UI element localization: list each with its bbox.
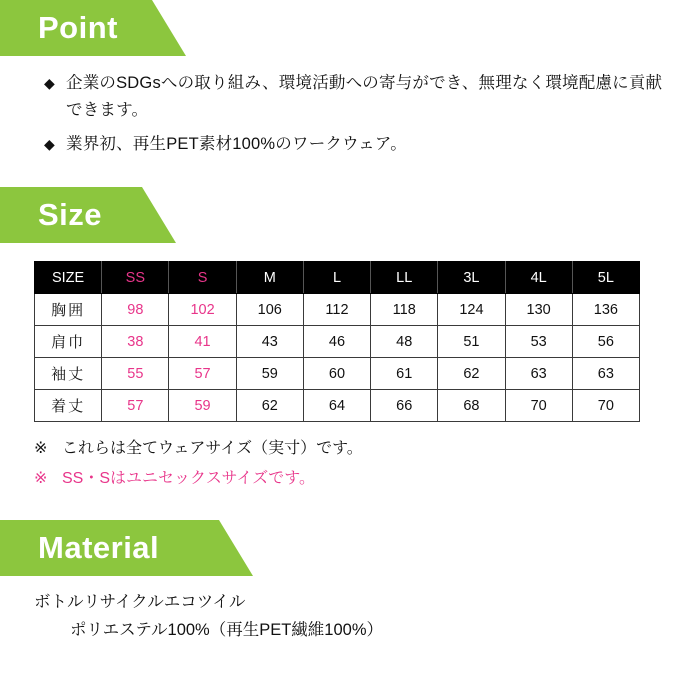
table-header-cell: LL bbox=[371, 262, 438, 294]
table-cell: 70 bbox=[572, 390, 639, 422]
point-section-header bbox=[0, 0, 700, 56]
note-text: SS・Sはユニセックスサイズです。 bbox=[62, 470, 315, 487]
row-label: 胸囲 bbox=[35, 294, 102, 326]
table-header-cell: M bbox=[236, 262, 303, 294]
row-label: 袖丈 bbox=[35, 358, 102, 390]
table-row bbox=[35, 294, 640, 326]
table-header-cell: SS bbox=[102, 262, 169, 294]
table-cell: 68 bbox=[438, 390, 505, 422]
point-bullet-list bbox=[0, 70, 700, 158]
diamond-bullet-icon: ◆ bbox=[44, 75, 55, 91]
table-header-cell: 4L bbox=[505, 262, 572, 294]
table-cell: 62 bbox=[438, 358, 505, 390]
table-cell: 64 bbox=[303, 390, 370, 422]
material-section-title: Material bbox=[38, 530, 160, 565]
size-section-title: Size bbox=[38, 197, 103, 232]
material-body bbox=[0, 576, 700, 644]
table-cell: 41 bbox=[169, 326, 236, 358]
list-item bbox=[34, 464, 670, 494]
table-cell: 56 bbox=[572, 326, 639, 358]
list-item bbox=[34, 434, 670, 464]
size-section-header bbox=[0, 187, 700, 243]
table-cell: 43 bbox=[236, 326, 303, 358]
table-header-cell: L bbox=[303, 262, 370, 294]
table-cell: 66 bbox=[371, 390, 438, 422]
table-cell: 60 bbox=[303, 358, 370, 390]
point-section-title: Point bbox=[38, 10, 118, 45]
material-composition: ポリエステル100%（再生PET繊維100%） bbox=[70, 621, 384, 639]
table-cell: 63 bbox=[572, 358, 639, 390]
row-label: 肩巾 bbox=[35, 326, 102, 358]
diamond-bullet-icon: ◆ bbox=[44, 136, 55, 152]
row-label: 着丈 bbox=[35, 390, 102, 422]
point-bullet-text: 企業のSDGsへの取り組み、環境活動への寄与ができ、無理なく環境配慮に貢献できます。 bbox=[66, 74, 663, 119]
material-section-header bbox=[0, 520, 700, 576]
table-cell: 106 bbox=[236, 294, 303, 326]
table-cell: 59 bbox=[169, 390, 236, 422]
table-header-cell: SIZE bbox=[35, 262, 102, 294]
table-cell: 124 bbox=[438, 294, 505, 326]
table-cell: 51 bbox=[438, 326, 505, 358]
table-header-cell: 3L bbox=[438, 262, 505, 294]
note-mark-icon: ※ bbox=[34, 470, 48, 487]
table-cell: 98 bbox=[102, 294, 169, 326]
table-row bbox=[35, 390, 640, 422]
table-cell: 118 bbox=[371, 294, 438, 326]
table-cell: 63 bbox=[505, 358, 572, 390]
table-cell: 59 bbox=[236, 358, 303, 390]
size-table-container bbox=[0, 243, 700, 422]
note-mark-icon: ※ bbox=[34, 440, 48, 457]
table-cell: 136 bbox=[572, 294, 639, 326]
table-cell: 46 bbox=[303, 326, 370, 358]
table-row bbox=[35, 326, 640, 358]
note-text: これらは全てウェアサイズ（実寸）です。 bbox=[62, 440, 363, 457]
material-name: ボトルリサイクルエコツイル bbox=[34, 593, 246, 611]
table-header-row bbox=[35, 262, 640, 294]
list-item bbox=[44, 131, 670, 158]
table-row bbox=[35, 358, 640, 390]
size-table-body bbox=[35, 294, 640, 422]
table-header-cell: 5L bbox=[572, 262, 639, 294]
table-cell: 57 bbox=[169, 358, 236, 390]
list-item bbox=[44, 70, 670, 124]
table-header-cell: S bbox=[169, 262, 236, 294]
table-cell: 53 bbox=[505, 326, 572, 358]
size-notes bbox=[0, 422, 700, 494]
point-bullet-text: 業界初、再生PET素材100%のワークウェア。 bbox=[66, 135, 407, 153]
table-cell: 130 bbox=[505, 294, 572, 326]
table-cell: 70 bbox=[505, 390, 572, 422]
table-cell: 38 bbox=[102, 326, 169, 358]
size-table-head bbox=[35, 262, 640, 294]
table-cell: 62 bbox=[236, 390, 303, 422]
size-table bbox=[34, 261, 640, 422]
table-cell: 57 bbox=[102, 390, 169, 422]
table-cell: 55 bbox=[102, 358, 169, 390]
table-cell: 48 bbox=[371, 326, 438, 358]
table-cell: 102 bbox=[169, 294, 236, 326]
table-cell: 112 bbox=[303, 294, 370, 326]
table-cell: 61 bbox=[371, 358, 438, 390]
